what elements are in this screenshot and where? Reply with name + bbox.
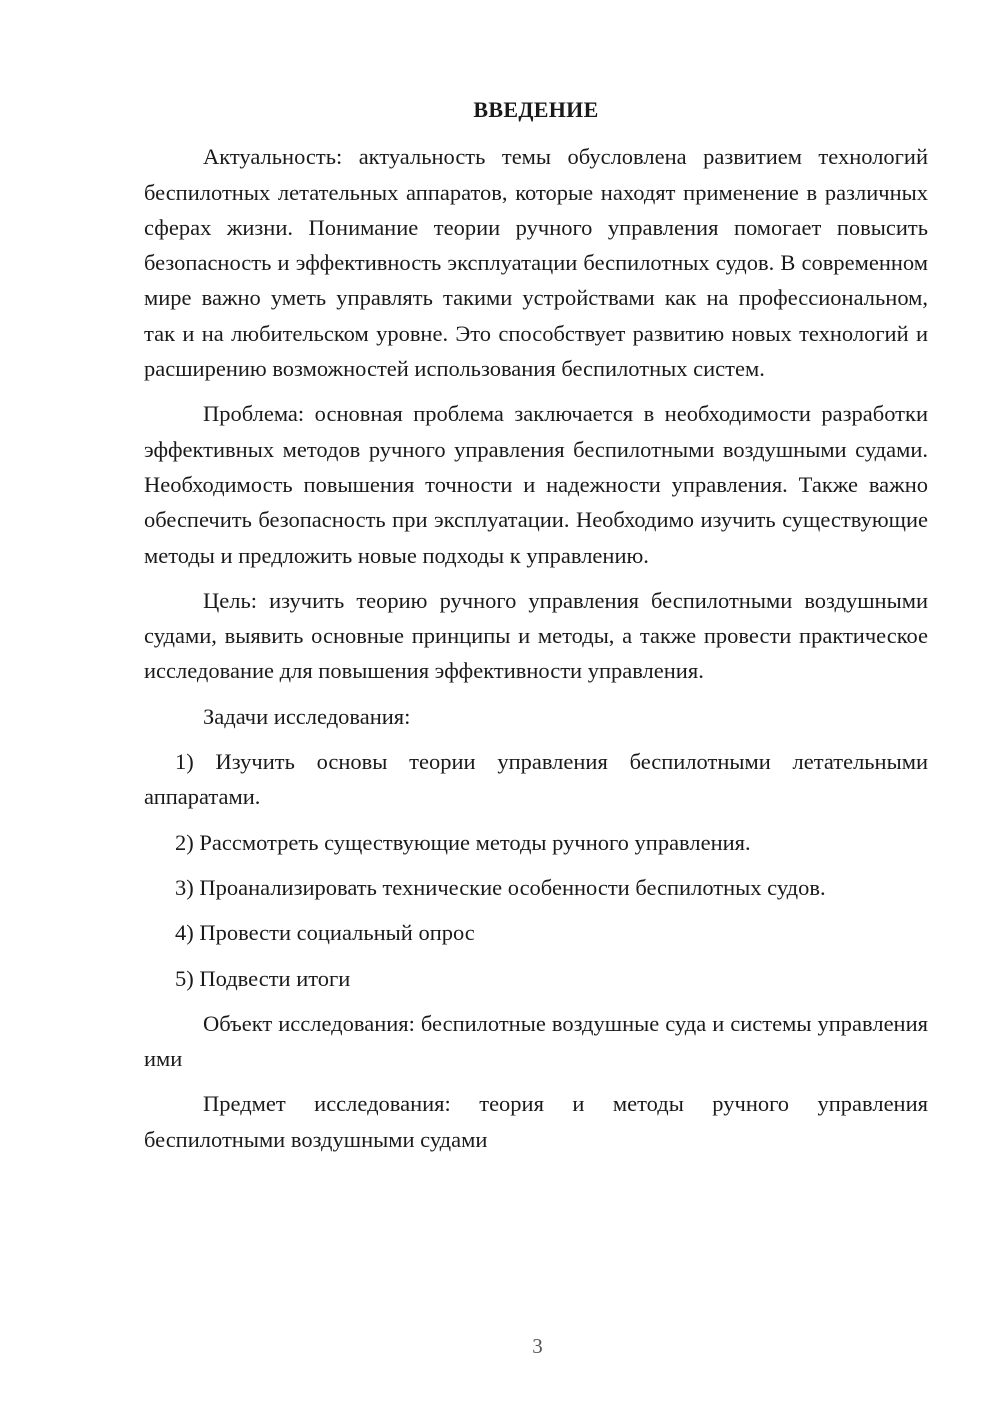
paragraph-subject: Предмет исследования: теория и методы ручного управления беспилотными воздушными судами (144, 1091, 928, 1152)
task-item-2: 2) Рассмотреть существующие методы ручного управления. (175, 829, 751, 855)
tasks-heading: Задачи исследования: (203, 703, 411, 729)
page-title: ВВЕДЕНИЕ (473, 97, 599, 122)
paragraph-relevance: Актуальность: актуальность темы обусловлена развитием технологий беспилотных летательных аппаратов, которые находят применение в различных сферах жизни. Понимание теории ручного управления помогает повысить безопасность и эффективность эксплуатации беспилотных судов. В современном мире важно уметь управлять такими устройствами как на профессиональном, так и на любительском уровне. Это способствует развитию новых технологий и расширению возможностей использования беспилотных систем. (144, 144, 928, 382)
paragraph-problem: Проблема: основная проблема заключается в необходимости разработки эффективных методов ручного управления беспилотными воздушными судами. Необходимость повышения точности и надежности управления. Также важно обеспечить безопасность при эксплуатации. Необходимо изучить существующие методы и предложить новые подходы к управлению. (144, 401, 928, 568)
paragraph-object: Объект исследования: беспилотные воздушные суда и системы управления ими (144, 1010, 928, 1072)
task-item-3: 3) Проанализировать технические особенности беспилотных судов. (175, 874, 826, 900)
document-page (144, 92, 928, 1167)
paragraph-goal: Цель: изучить теорию ручного управления беспилотными воздушными судами, выявить основные принципы и методы, а также провести практическое исследование для повышения эффективности управления. (144, 587, 928, 684)
task-item-5: 5) Подвести итоги (175, 965, 351, 991)
page-number: 3 (532, 1334, 543, 1358)
task-item-4: 4) Провести социальный опрос (175, 920, 475, 946)
task-item-1: 1) Изучить основы теории управления беспилотными летательными аппаратами. (144, 749, 928, 810)
